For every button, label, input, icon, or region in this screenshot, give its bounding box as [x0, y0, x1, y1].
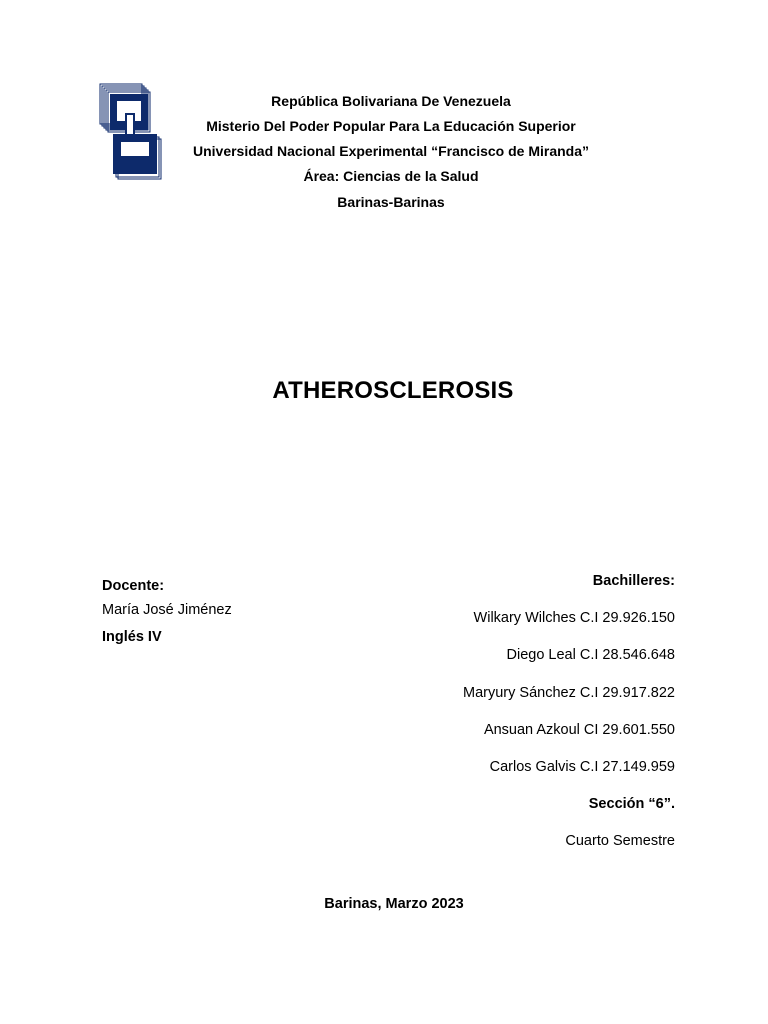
header-line-city: Barinas-Barinas: [337, 194, 445, 210]
place-date: Barinas, Marzo 2023: [324, 896, 464, 912]
header-line-republic: República Bolivariana De Venezuela: [271, 93, 511, 109]
course-name: Inglés IV: [102, 629, 162, 645]
document-title: ATHEROSCLEROSIS: [272, 377, 514, 404]
header-line-university: Universidad Nacional Experimental “Francisco de Miranda”: [192, 143, 589, 159]
student-item: Ansuan Azkoul CI 29.601.550: [483, 722, 675, 738]
student-item: Wilkary Wilches C.I 29.926.150: [473, 610, 675, 626]
student-item: Diego Leal C.I 28.546.648: [506, 647, 675, 663]
teacher-label: Docente:: [102, 578, 165, 594]
section-label: Sección “6”.: [588, 796, 675, 812]
student-item: Maryury Sánchez C.I 29.917.822: [463, 685, 675, 701]
students-label: Bachilleres:: [592, 573, 675, 589]
teacher-name: María José Jiménez: [102, 602, 232, 618]
header-line-area: Área: Ciencias de la Salud: [303, 168, 479, 184]
student-item: Carlos Galvis C.I 27.149.959: [489, 759, 675, 775]
semester-label: Cuarto Semestre: [565, 833, 675, 849]
header-line-ministry: Misterio Del Poder Popular Para La Educación Superior: [206, 118, 576, 134]
